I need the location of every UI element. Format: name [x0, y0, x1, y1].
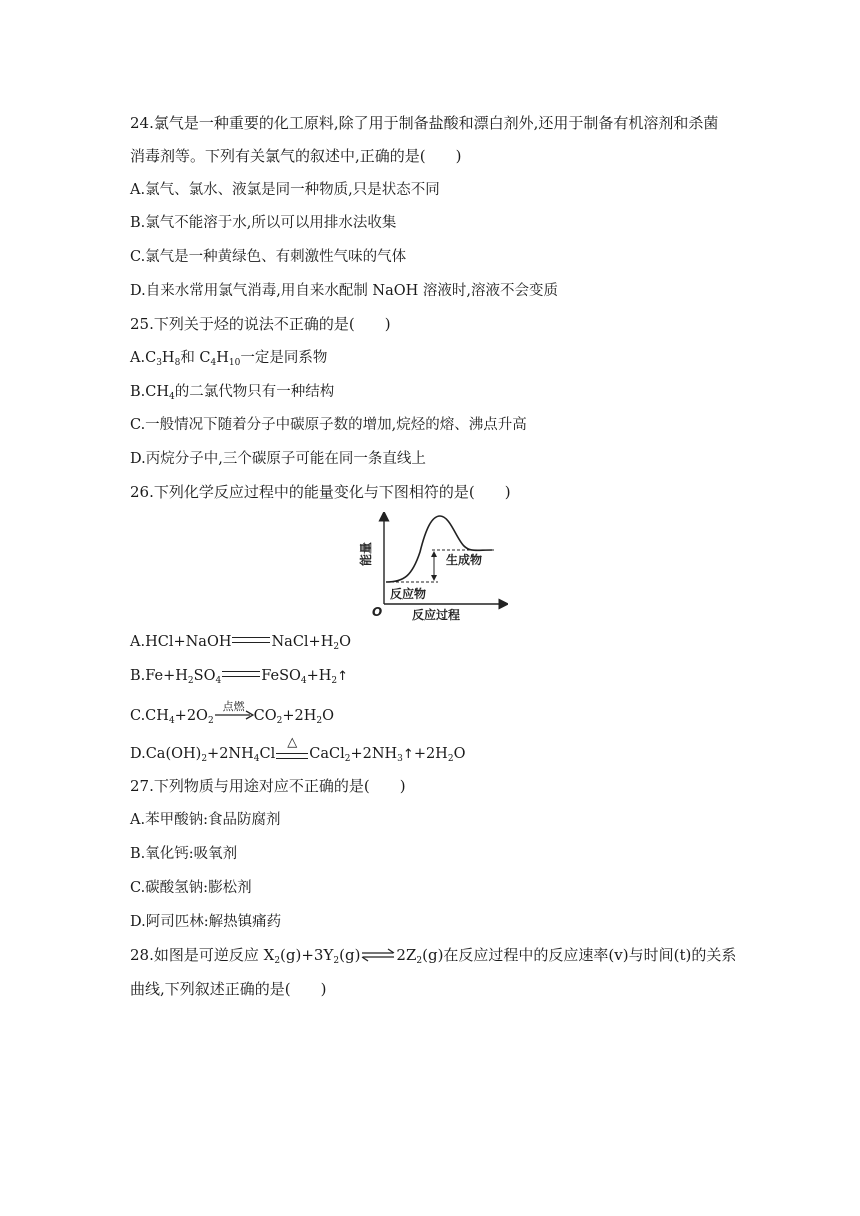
q25-option-a [130, 348, 327, 368]
reactants-label: 反应物 [390, 587, 427, 601]
q25-b-sub: 4 [169, 392, 175, 402]
q28-stem-4: 2Z [396, 946, 417, 964]
q28-stem-5: (g)在反应过程中的反应速率(v)与时间(t)的关系 [422, 946, 737, 964]
q25-b-prefix: B.CH [130, 384, 170, 400]
q28-stem-2: (g)+3Y [280, 946, 334, 964]
q26-c-rhs-1: CO [253, 708, 277, 724]
q26-d-lhs-1: D.Ca(OH) [130, 746, 202, 762]
q26-a-rhs-2: O [339, 634, 351, 650]
q26-d-rhs-1: CaCl [309, 746, 345, 762]
q27-stem: 27.下列物质与用途对应不正确的是( ) [130, 777, 406, 795]
q28-stem-line2: 曲线,下列叙述正确的是( ) [130, 980, 327, 998]
q26-d-lhs-3: Cl [259, 746, 276, 762]
q26-b-rhs-1: FeSO [261, 668, 301, 684]
q26-c-lhs-2: +2O [174, 708, 208, 724]
q25-a-sub3: 4 [210, 358, 217, 368]
q26-d-rhs-sub2: 3 [397, 754, 403, 764]
q26-d-rhs-sub1: 2 [344, 754, 351, 764]
q25-a-sub4: 10 [228, 358, 241, 368]
products-label: 生成物 [446, 553, 483, 567]
q26-c-lhs-1: C.CH [130, 708, 169, 724]
q25-option-d: D.丙烷分子中,三个碳原子可能在同一条直线上 [130, 451, 426, 467]
q27-option-c: C.碳酸氢钠:膨松剂 [130, 880, 252, 896]
q24-stem-line1: 24.氯气是一种重要的化工原料,除了用于制备盐酸和漂白剂外,还用于制备有机溶剂和杀菌 [130, 114, 719, 132]
arrow-head-down [431, 575, 437, 581]
gas-arrow-icon: ↑ [337, 669, 349, 684]
q26-stem: 26.下列化学反应过程中的能量变化与下图相符的是( ) [130, 483, 511, 501]
equals-bar [232, 637, 270, 643]
q28-stem-1: 28.如图是可逆反应 X [130, 946, 275, 964]
q26-b-lhs-sub2: 4 [215, 676, 222, 686]
q26-b-lhs-sub1: 2 [187, 676, 194, 686]
q26-d-lhs-2: +2NH [207, 746, 254, 762]
q24-option-d: D.自来水常用氯气消毒,用自来水配制 NaOH 溶液时,溶液不会变质 [130, 283, 559, 299]
q26-c-rhs-sub2: 2 [316, 716, 323, 726]
q26-c-rhs-sub1: 2 [276, 716, 283, 726]
q26-c-rhs-3: O [322, 708, 335, 724]
q27-option-a: A.苯甲酸钠:食品防腐剂 [130, 812, 281, 828]
gas-arrow-icon: ↑ [402, 747, 414, 762]
q26-b-rhs-sub1: 4 [300, 676, 307, 686]
q26-d-rhs-sub3: 2 [447, 754, 454, 764]
q27-option-b: B.氧化钙:吸氧剂 [130, 846, 238, 862]
reaction-arrow [214, 700, 254, 722]
equals-bar [276, 753, 308, 759]
q27-option-d: D.阿司匹林:解热镇痛药 [130, 914, 282, 930]
arrow-head-up [431, 551, 437, 557]
q26-b-rhs-2: +H [306, 668, 332, 684]
q24-stem-line2: 消毒剂等。下列有关氯气的叙述中,正确的是( ) [130, 147, 462, 165]
q24-option-c: C.氯气是一种黄绿色、有刺激性气味的气体 [130, 249, 407, 265]
q25-b-suffix: 的二氯代物只有一种结构 [174, 384, 335, 400]
q26-c-rhs-2: +2H [282, 708, 317, 724]
heat-condition: △ [287, 735, 298, 750]
q26-option-c [130, 700, 335, 726]
q26-b-lhs-1: B.Fe+H [130, 668, 188, 684]
q26-option-a [130, 632, 351, 652]
energy-diagram [356, 512, 508, 622]
q26-d-rhs-4: O [453, 746, 466, 762]
q26-d-lhs-sub2: 4 [253, 754, 260, 764]
q25-a-mid1: H [161, 350, 175, 366]
q25-a-prefix: A.C [130, 350, 157, 366]
energy-curve [386, 516, 492, 582]
q26-c-lhs-sub2: 2 [207, 716, 214, 726]
y-axis-label: 能量 [359, 541, 373, 566]
q25-a-suffix: 一定是同系物 [240, 350, 328, 366]
q26-b-rhs-sub2: 2 [331, 676, 338, 686]
q24-option-b: B.氯气不能溶于水,所以可以用排水法收集 [130, 215, 397, 231]
q26-option-b [130, 666, 348, 687]
q26-d-lhs-sub1: 2 [201, 754, 208, 764]
q26-b-lhs-2: SO [193, 668, 216, 684]
origin-label: O [372, 605, 383, 619]
q26-a-rhs-sub: 2 [333, 642, 340, 652]
x-axis-label: 反应过程 [412, 608, 461, 622]
heating-equals [275, 735, 309, 760]
q28-sub2: 2 [333, 956, 340, 966]
q25-option-c: C.一般情况下随着分子中碳原子数的增加,烷烃的熔、沸点升高 [130, 417, 527, 433]
ignite-condition: 点燃 [222, 700, 245, 713]
q26-a-lhs: A.HCl+NaOH [130, 634, 232, 650]
q28-stem-line1 [130, 945, 736, 965]
q25-a-mid2: 和 C [180, 350, 211, 366]
q25-a-sub1: 3 [156, 358, 162, 368]
q26-a-rhs-1: NaCl+H [271, 634, 334, 650]
equals-bar [222, 671, 260, 677]
q25-option-b [130, 382, 334, 402]
q25-a-mid3: H [216, 350, 229, 366]
q26-d-rhs-2: +2NH [350, 746, 398, 762]
q26-c-lhs-sub1: 4 [168, 716, 175, 726]
q26-option-d [130, 735, 466, 765]
q25-stem: 25.下列关于烃的说法不正确的是( ) [130, 315, 391, 333]
q28-sub1: 2 [274, 956, 281, 966]
q26-d-rhs-3: +2H [413, 746, 448, 762]
q24-option-a: A.氯气、氯水、液氯是同一种物质,只是状态不同 [130, 182, 440, 198]
q28-stem-3: (g) [339, 946, 361, 964]
q28-sub3: 2 [416, 956, 423, 966]
reversible-arrow-icon [360, 947, 396, 961]
q25-a-sub2: 8 [174, 358, 181, 368]
